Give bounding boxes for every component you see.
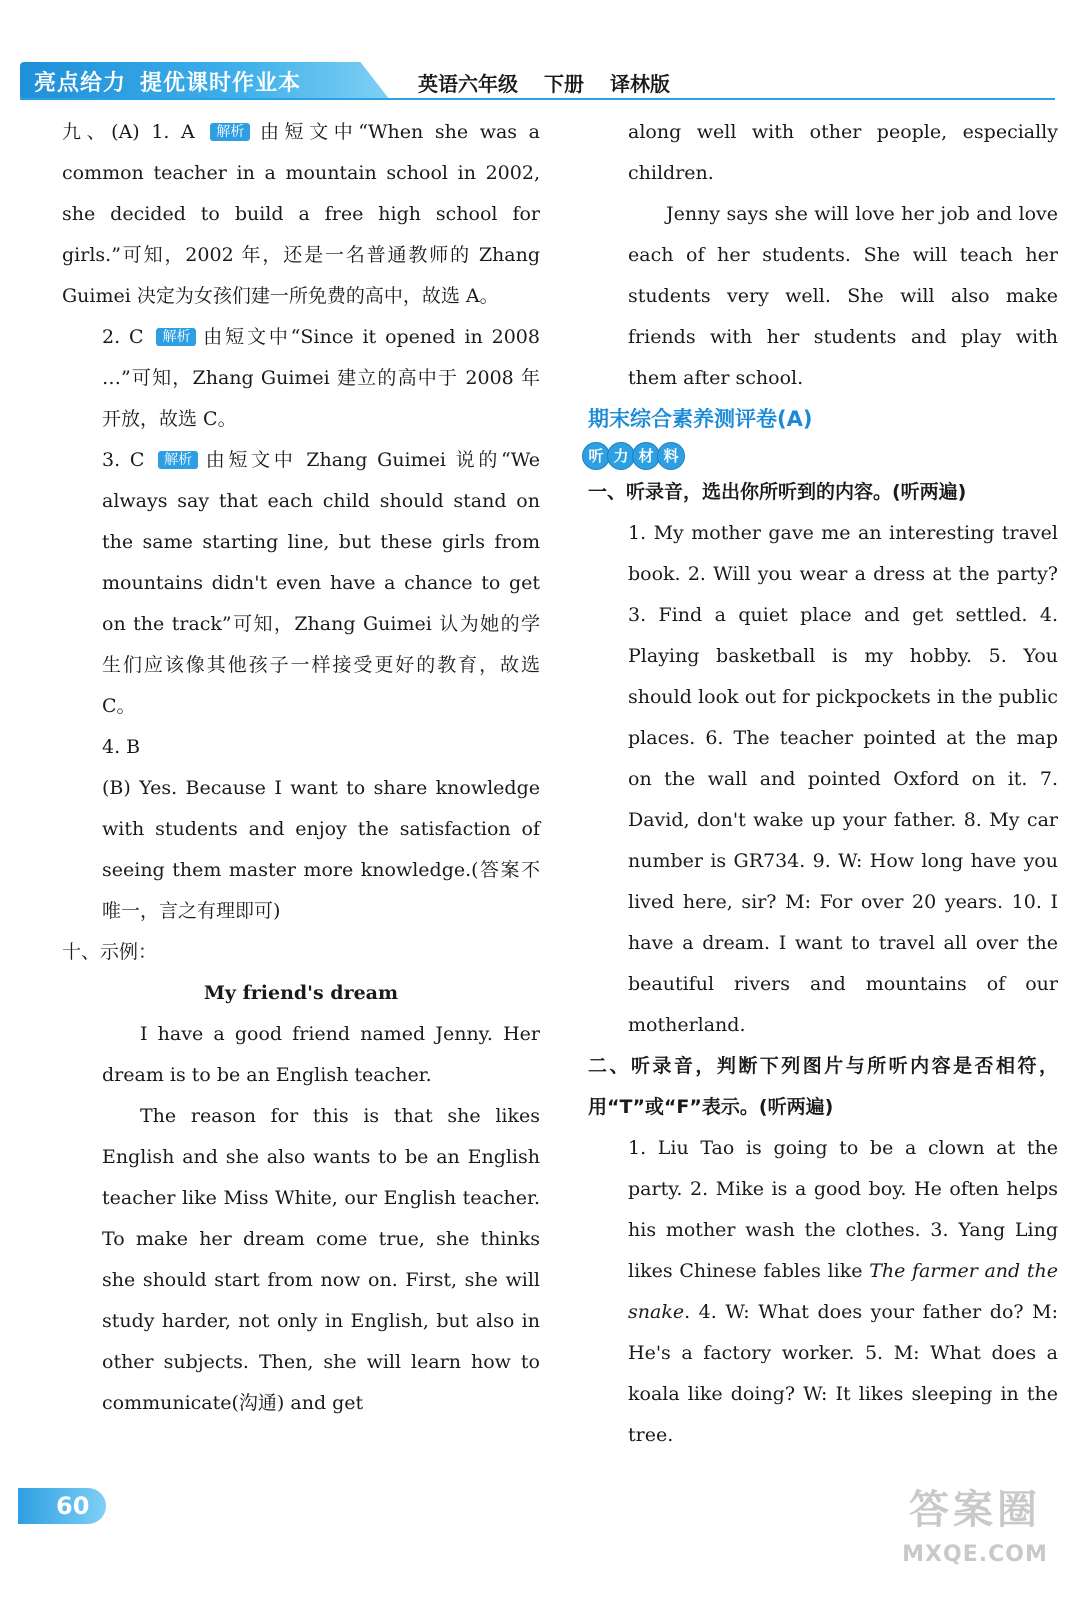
volume: 下册 — [544, 72, 584, 96]
watermark — [880, 1480, 1070, 1590]
watermark-url: MXQE.COM — [902, 1542, 1048, 1567]
answer-9a-1: 九、(A) 1. A 解析 由短文中“When she was a common teacher in a mountain school in 2002, she decided to build a free high school for girls.”可知，2002 年，还是一名普通教师的 Zhang Guimei 决定为女孩们建一所免费的高中，故选 A。 — [62, 121, 540, 307]
essay-paragraph-2-cont: along well with other people, especially children. — [628, 121, 1058, 184]
essay-title: My friend's dream — [203, 982, 399, 1004]
answer-9b: (B) Yes. Because I want to share knowledge with students and enjoy the satisfaction of seeing them master more knowledge.(答案不唯一，言之有理即可) — [102, 777, 540, 922]
left-column — [62, 112, 540, 1424]
right-column — [588, 112, 1058, 1456]
brand-name: 亮点给力 — [34, 71, 127, 96]
label-char: 力 — [607, 442, 635, 470]
essay-paragraph-2: The reason for this is that she likes English and she also wants to be an English teacher like Miss White, our English teacher. To make her dream come true, she thinks she should start from now on. First, she will study harder, not only in English, but also in other subjects. Then, she will learn how to communicate(沟通) and get — [102, 1105, 540, 1414]
subject: 英语六年级 — [418, 72, 518, 96]
answer-9a-3: 3. C 解析 由短文中 Zhang Guimei 说的“We always say that each child should stand on the same starting line, but these girls from mountains didn't even have a chance to get on the track”可知，Zhang Guimei 认为她的学生们应该像其他孩子一样接受更好的教育，故选 C。 — [102, 449, 540, 717]
essay-paragraph-1: I have a good friend named Jenny. Her dream is to be an English teacher. — [102, 1023, 540, 1086]
answer-9a-4: 4. B — [102, 736, 141, 758]
label-char: 材 — [632, 442, 660, 470]
part1-text: 1. My mother gave me an interesting travel book. 2. Will you wear a dress at the party? 3. Find a quiet place and get settled. 4. Playing basketball is my hobby. 5. You should look out for pickpockets in the public places. 6. The teacher pointed at the map on the wall and pointed Oxford on it. 7. David, don't wake up your father. 8. My car number is GR734. 9. W: How long have you lived here, sir? M: For over 20 years. 10. I have a dream. I want to travel all over the beautiful rivers and mountains of our motherland. — [628, 522, 1058, 1036]
part2-heading: 二、听录音，判断下列图片与所听内容是否相符，用“T”或“F”表示。(听两遍) — [588, 1055, 1058, 1118]
label-char: 听 — [582, 442, 610, 470]
analysis-tag: 解析 — [158, 451, 198, 469]
page-header — [0, 0, 1092, 110]
fable-title: The farmer and the snake — [628, 1260, 1058, 1323]
header-book-info — [418, 68, 696, 97]
part2-text: 1. Liu Tao is going to be a clown at the party. 2. Mike is a good boy. He often helps his mother wash the clothes. 3. Yang Ling likes Chinese fables like The farmer and the snake. 4. W: What does your father do? M: He's a factory worker. 5. M: What does a koala like doing? W: It likes sleeping in the tree. — [628, 1137, 1058, 1446]
part1-heading: 一、听录音，选出你所听到的内容。(听两遍) — [588, 481, 967, 503]
header-brand — [34, 66, 315, 97]
series-name: 提优课时作业本 — [140, 71, 302, 96]
section-title: 期末综合素养测评卷(A) — [588, 407, 813, 431]
answer-10-label: 十、示例： — [62, 941, 158, 963]
listening-material-label — [582, 442, 1058, 470]
answer-9a-2: 2. C 解析 由短文中“Since it opened in 2008 …”可知，Zhang Guimei 建立的高中于 2008 年开放，故选 C。 — [102, 326, 540, 430]
analysis-tag: 解析 — [210, 123, 250, 141]
edition: 译林版 — [610, 72, 670, 96]
header-divider — [20, 98, 1055, 100]
watermark-logo: 答案圈 — [909, 1487, 1041, 1533]
label-char: 料 — [657, 442, 685, 470]
page-number: 60 — [18, 1488, 106, 1524]
essay-paragraph-3: Jenny says she will love her job and love each of her students. She will teach her students very well. She will also make friends with her students and play with them after school. — [628, 203, 1058, 389]
analysis-tag: 解析 — [156, 328, 196, 346]
